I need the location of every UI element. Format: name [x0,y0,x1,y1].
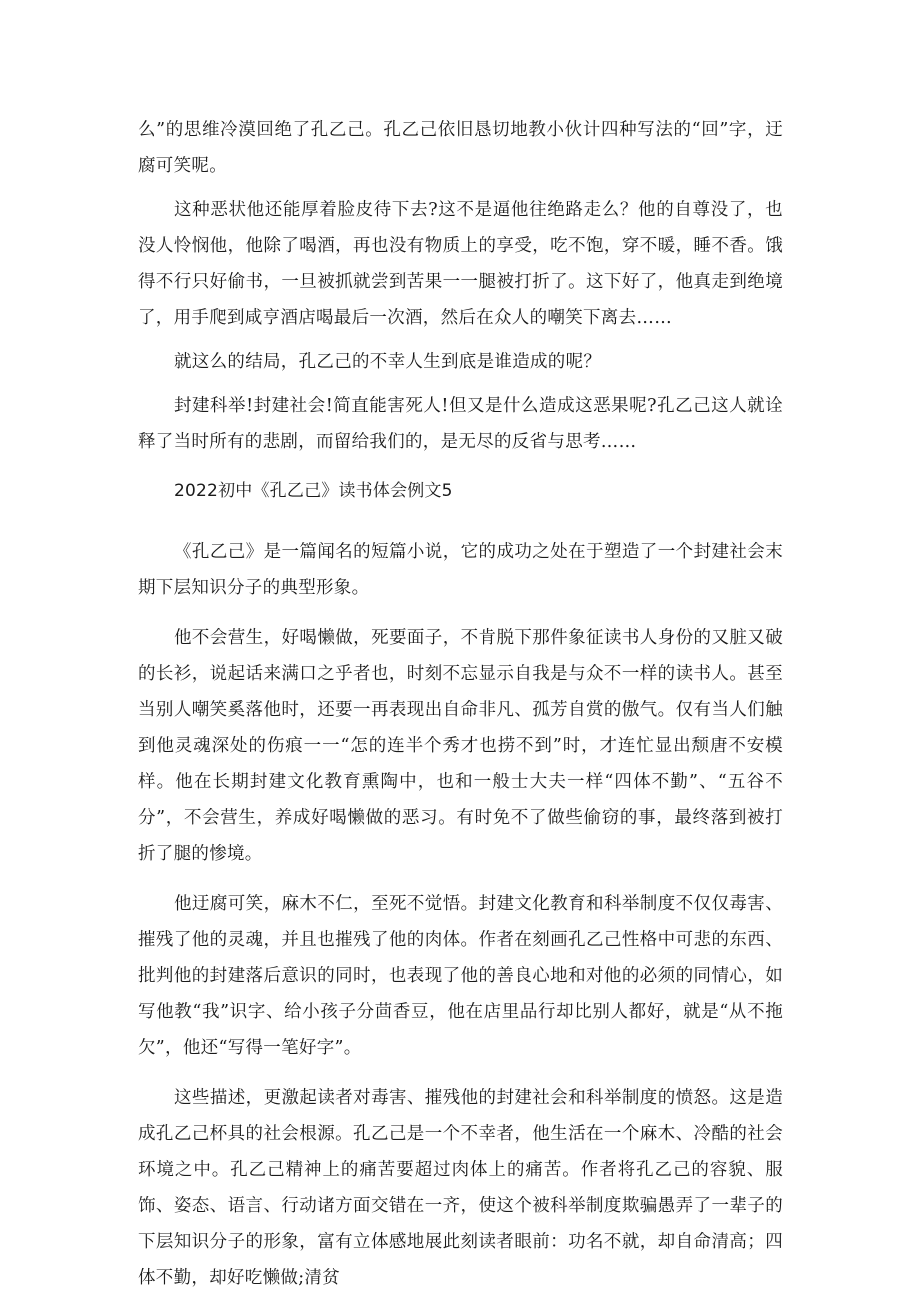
paragraph-continuation: 么”的思维冷漠回绝了孔乙己。孔乙己依旧恳切地教小伙计四种写法的“回”字，迂腐可笑呢。 [138,120,783,176]
paragraph-despair: 这种恶状他还能厚着脸皮待下去?这不是逼他往绝路走么？他的自尊没了，也没人怜悯他，他除了喝酒，再也没有物质上的享受，吃不饱，穿不暖，睡不香。饿得不行只好偷书，一旦被抓就尝到苦果一一腿被打折了。这下好了，他真走到绝境了，用手爬到咸亨酒店喝最后一次酒，然后在众人的嘲笑下离去…… [138,200,783,328]
paragraph-conclusion: 封建科举!封建社会!简直能害死人!但又是什么造成这恶果呢?孔乙己这人就诠释了当时所有的悲剧，而留给我们的，是无尽的反省与思考…… [138,396,783,452]
paragraph-question: 就这么的结局，孔乙己的不幸人生到底是谁造成的呢？ [174,352,602,372]
paragraph-character: 他不会营生，好喝懒做，死要面子，不肯脱下那件象征读书人身份的又脏又破的长衫，说起话来满口之乎者也，时刻不忘显示自我是与众不一样的读书人。甚至当别人嘲笑奚落他时，还要一再表现出自命非凡、孤芳自赏的傲气。仅有当人们触到他灵魂深处的伤痕一一“怎的连半个秀才也捞不到”时，才连忙显出颓唐不安模样。他在长期封建文化教育熏陶中，也和一般士大夫一样“四体不勤”、“五谷不分”，不会营生，养成好喝懒做的恶习。有时免不了做些偷窃的事，最终落到被打折了腿的惨境。 [138,628,783,864]
paragraph-pedantic: 他迂腐可笑，麻木不仁，至死不觉悟。封建文化教育和科举制度不仅仅毒害、摧残了他的灵魂，并且也摧残了他的肉体。作者在刻画孔乙己性格中可悲的东西、批判他的封建落后意识的同时，也表现了他的善良心地和对他的必须的同情心，如写他教“我”识字、给小孩子分茴香豆，他在店里品行却比别人都好，就是“从不拖欠”，他还“写得一笔好字”。 [138,894,783,1058]
document-body [138,112,783,1310]
paragraph-intro: 《孔乙己》是一篇闻名的短篇小说，它的成功之处在于塑造了一个封建社会末期下层知识分子的典型形象。 [138,542,783,598]
section-heading: 2022初中《孔乙己》读书体会例文5 [174,481,453,501]
paragraph-social-roots: 这些描述，更激起读者对毒害、摧残他的封建社会和科举制度的愤怒。这是造成孔乙己杯具的社会根源。孔乙己是一个不幸者，他生活在一个麻木、冷酷的社会环境之中。孔乙己精神上的痛苦要超过肉体上的痛苦。作者将孔乙己的容貌、服饰、姿态、语言、行动诸方面交错在一齐，使这个被科举制度欺骗愚弄了一辈子的下层知识分子的形象，富有立体感地展此刻读者眼前：功名不就，却自命清高；四体不勤，却好吃懒做;清贫 [138,1088,783,1288]
